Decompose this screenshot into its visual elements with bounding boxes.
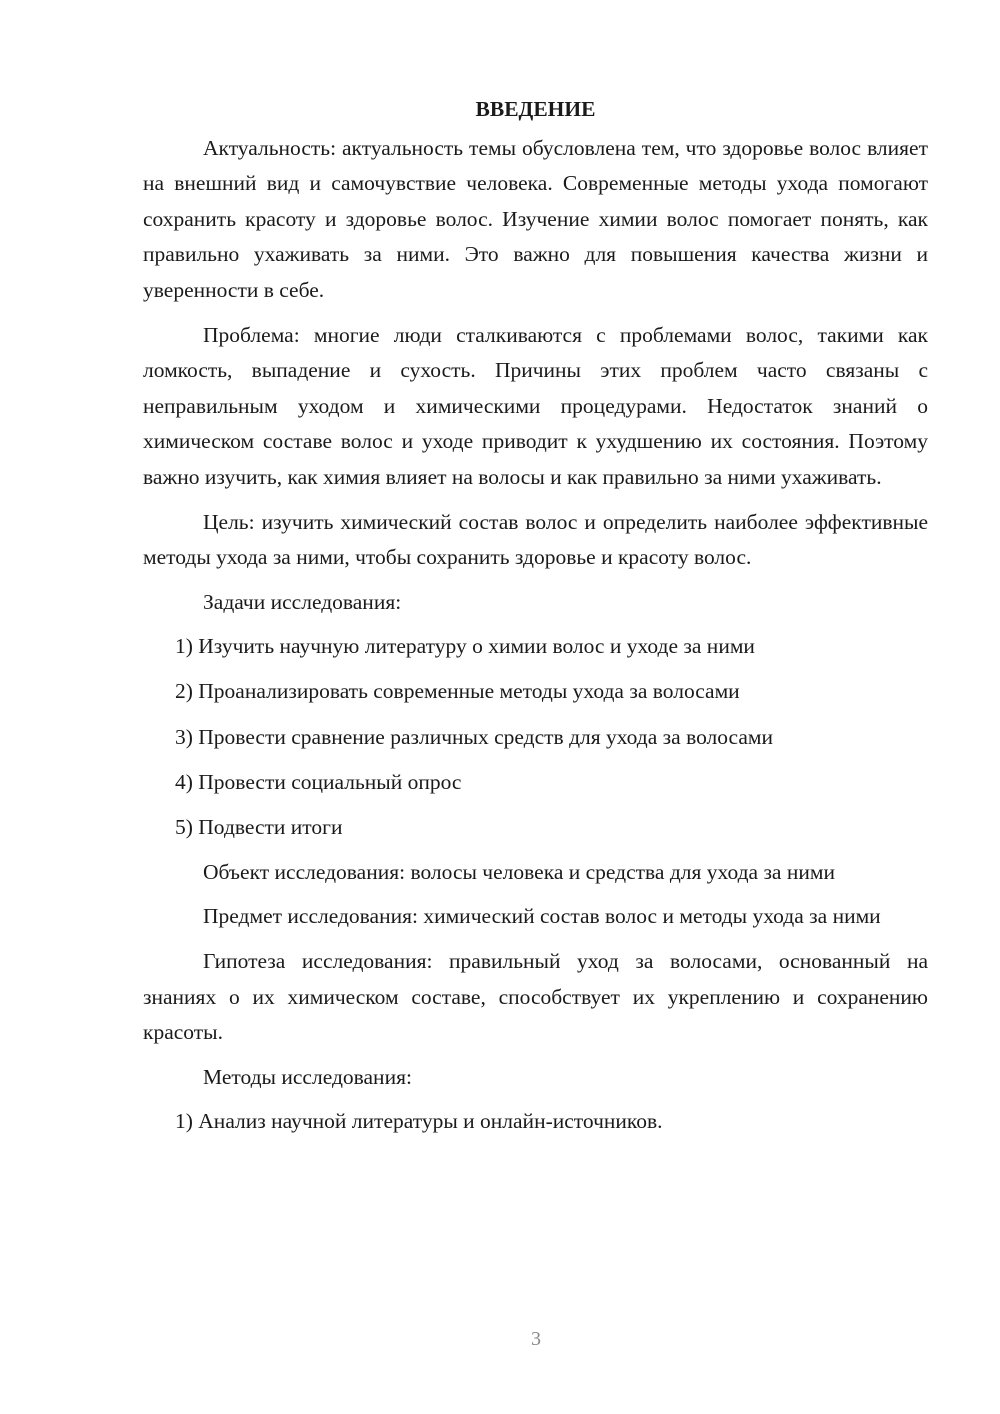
problem-paragraph: Проблема: многие люди сталкиваются с проблемами волос, такими как ломкость, выпадение и сухость. Причины этих проблем часто связаны с неправильным уходом и химическими процедурами. Недостаток знаний о химическом составе волос и уходе приводит к ухудшению их состояния. Поэтому важно изучить, как химия влияет на волосы и как правильно за ними ухаживать.	[143, 322, 928, 489]
tasks-list-item: 4) Провести социальный опрос	[175, 769, 462, 794]
tasks-list-item: 1) Изучить научную литературу о химии волос и уходе за ними	[175, 634, 755, 659]
methods-list-item: 1) Анализ научной литературы и онлайн-источников.	[175, 1109, 663, 1134]
hypothesis-paragraph: Гипотеза исследования: правильный уход за волосами, основанный на знаниях о их химическом составе, способствует их укреплению и сохранению красоты.	[143, 948, 928, 1045]
tasks-list-item: 2) Проанализировать современные методы ухода за волосами	[175, 679, 740, 704]
page-content	[143, 92, 928, 1149]
tasks-heading: Задачи исследования:	[203, 589, 402, 614]
subject-paragraph: Предмет исследования: химический состав волос и методы ухода за ними	[203, 904, 881, 929]
tasks-list-item: 3) Провести сравнение различных средств для ухода за волосами	[175, 724, 774, 749]
tasks-list-item: 5) Подвести итоги	[175, 814, 343, 839]
object-paragraph: Объект исследования: волосы человека и средства для ухода за ними	[203, 859, 835, 884]
relevance-paragraph: Актуальность: актуальность темы обусловлена тем, что здоровье волос влияет на внешний вид и самочувствие человека. Современные методы ухода помогают сохранить красоту и здоровье волос. Изучение химии волос помогает понять, как правильно ухаживать за ними. Это важно для повышения качества жизни и уверенности в себе.	[143, 135, 928, 302]
page-number: 3	[531, 1328, 541, 1350]
tasks-list	[143, 629, 928, 845]
methods-list	[143, 1104, 928, 1140]
methods-heading: Методы исследования:	[203, 1064, 412, 1089]
goal-paragraph: Цель: изучить химический состав волос и определить наиболее эффективные методы ухода за ними, чтобы сохранить здоровье и красоту волос.	[143, 509, 928, 570]
page-title: ВВЕДЕНИЕ	[475, 97, 596, 121]
